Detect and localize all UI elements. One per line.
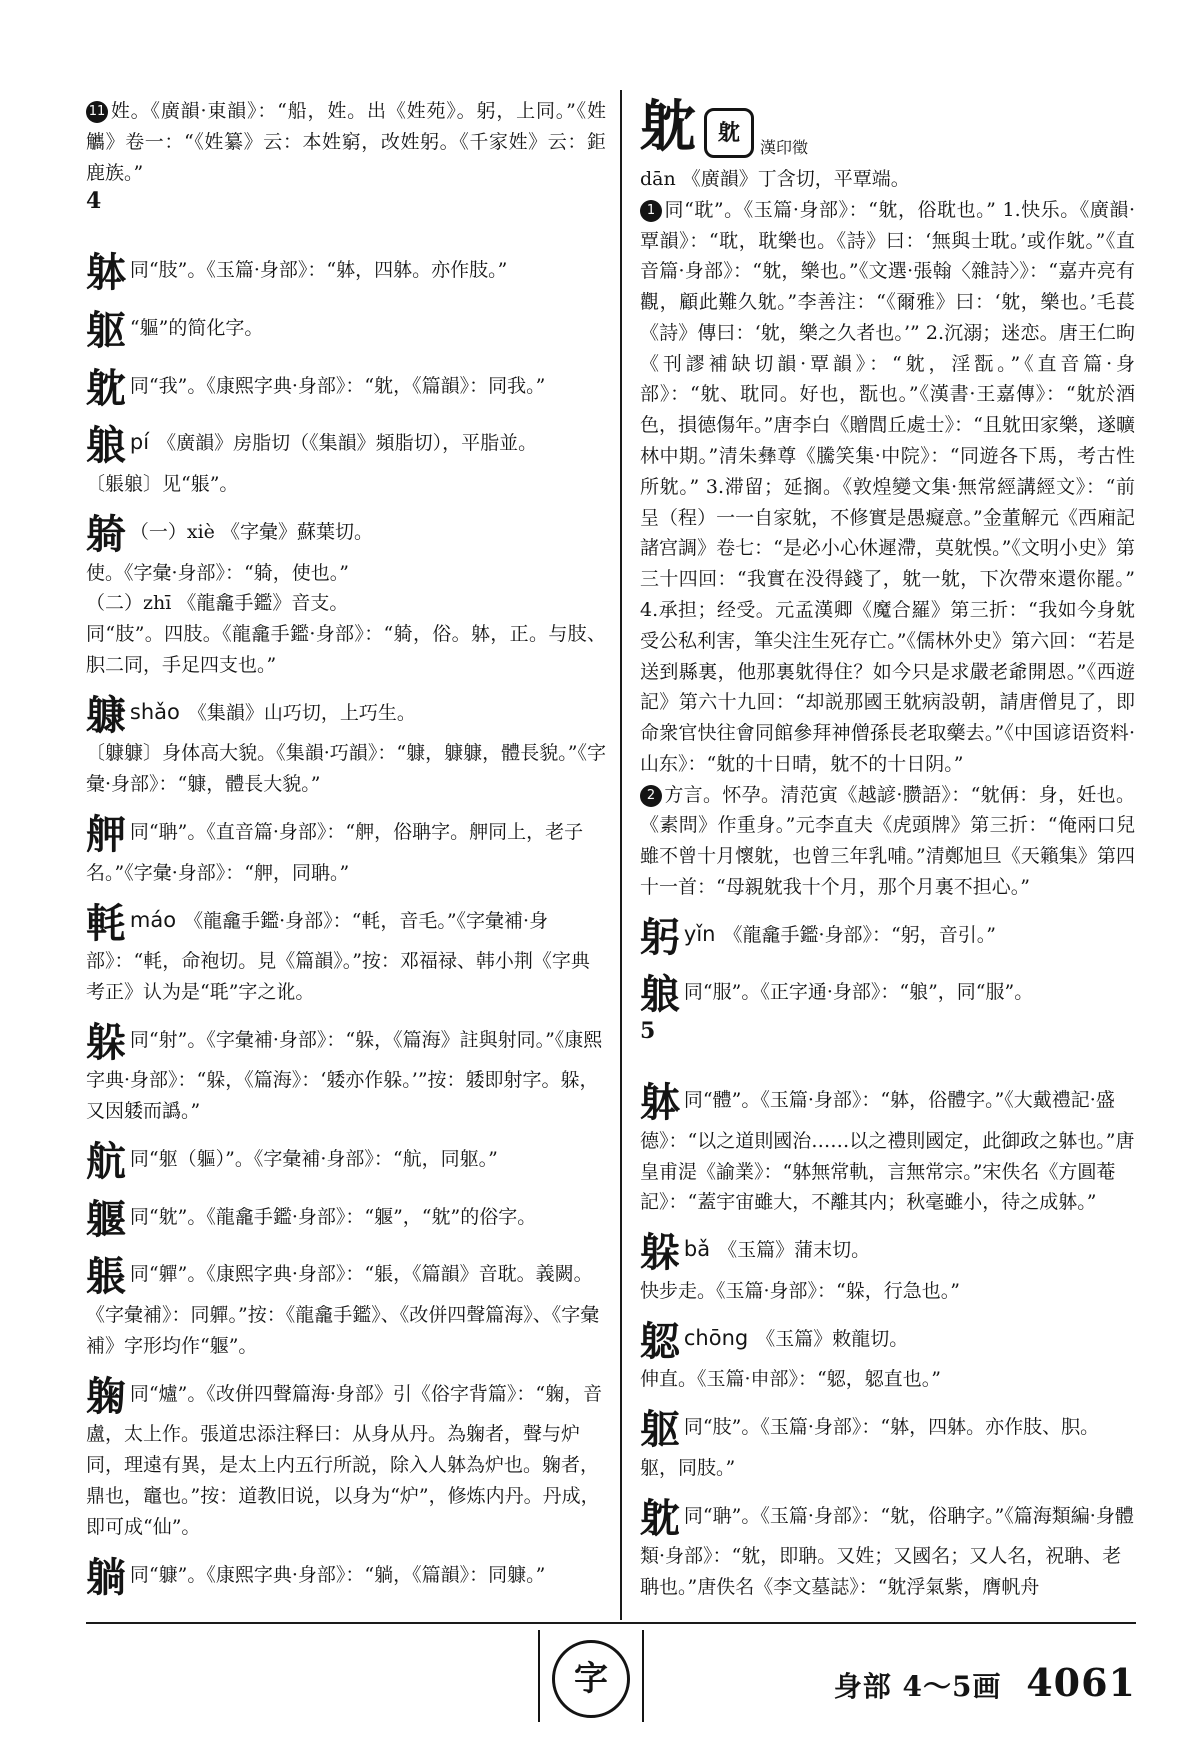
entry-headword: 躯 (640, 1407, 680, 1454)
entry-text: 〔躿躿〕身体高大貌。《集韻·巧韻》：“躿，躿躿，體長貌。”《字彙·身部》：“躿，體長大貌。” (86, 742, 606, 796)
entry-first-line (86, 1019, 606, 1127)
entry-first-line (86, 1141, 606, 1185)
entry-pinyin: máo (129, 907, 177, 932)
page-footer (86, 1640, 1136, 1730)
entry-headword: 躰 (86, 250, 126, 297)
dictionary-entry (86, 814, 606, 888)
entry-first-line (86, 365, 606, 412)
dictionary-entry (86, 310, 606, 354)
stroke-count-label: 5 (640, 1018, 656, 1045)
entry-text: “軀”的简化字。 (129, 317, 264, 340)
entry-text: 《龍龕手鑑·身部》：“躬，音引。” (723, 923, 996, 946)
entry-first-line (640, 1232, 1135, 1276)
entry-headword: 躲 (86, 1019, 126, 1066)
page-number: 4061 (1026, 1660, 1136, 1705)
entry-headword: 躯 (86, 308, 126, 355)
dictionary-entry (86, 1019, 606, 1127)
dictionary-entry (86, 425, 606, 499)
entry-first-line (86, 900, 606, 1008)
entry-first-line (640, 1082, 1135, 1218)
entry-text: 《集韻》山巧切，上巧生。 (187, 701, 416, 724)
right-column (640, 96, 1135, 1603)
entry-text: 同“爐”。《改併四聲篇海·身部》引《俗字背篇》：“躹，音盧，太上作。張道忠添注释曰：从身从丹。為躹者，聲与炉同，理遠有異，是太上内五行所説，除入人躰為炉也。躹者，鼎也，竈也。”按：道教旧说，以身为“炉”，修炼内丹。丹成，即可成“仙”。 (86, 1382, 603, 1538)
entry-headword: 航 (86, 1139, 126, 1186)
reading-line: dān 《廣韻》丁含切，平覃端。 (640, 168, 910, 190)
dictionary-entry (86, 1256, 606, 1361)
dictionary-entry (86, 365, 606, 412)
dictionary-entry (86, 900, 606, 1008)
entry-first-line (86, 1256, 606, 1361)
entry-headword: 躿 (86, 692, 126, 739)
entry-text: 同“躿”。《康熙字典·身部》：“躺，《篇韻》：同躿。” (129, 1563, 546, 1586)
entry-headword: 躰 (640, 1080, 680, 1127)
dictionary-entry (86, 252, 606, 296)
dictionary-entry (86, 1554, 606, 1601)
logo-ring-icon: 字 (552, 1640, 630, 1718)
dictionary-entry (640, 1409, 1135, 1483)
publisher-logo (552, 1640, 630, 1718)
dictionary-entry (86, 1196, 606, 1243)
left-entry-list (86, 252, 606, 1600)
entry-first-line (86, 1196, 606, 1243)
entry-headword: 軞 (86, 900, 126, 947)
entry-first-line (86, 1373, 606, 1543)
entry-first-line (86, 310, 606, 354)
entry-first-line (640, 914, 1135, 961)
entry-headword: 躭 (86, 365, 126, 412)
dictionary-entry (640, 1495, 1135, 1603)
entry-text: 同“躭”。《龍龕手鑑·身部》：“躽”，“躭”的俗字。 (129, 1205, 537, 1228)
sense-2 (640, 780, 1135, 903)
dictionary-entry (86, 511, 606, 681)
entry-headword: 躸 (86, 511, 126, 558)
entry-headword: 躴 (86, 423, 126, 470)
entry-text: （二）zhī 《龍龕手鑑》音支。 (86, 592, 349, 615)
entry-pinyin: yǐn (683, 921, 716, 946)
sense-number-2-badge: 2 (640, 785, 662, 807)
entry-text: 〔躼躴〕见“躼”。 (86, 473, 239, 496)
entry-headword: 舺 (86, 812, 126, 859)
section-name: 身部 (833, 1670, 892, 1703)
entry-text: 同“肢”。《玉篇·身部》：“躰，四躰。亦作肢、胑。躯，同肢。” (640, 1416, 1100, 1479)
sense-1-text: 同“耽”。《玉篇·身部》：“躭，俗耽也。” 1.快乐。《廣韻·覃韻》：“耽，耽樂也。《詩》曰：‘無與士耽。’或作躭。”《直音篇·身部》：“躭，樂也。”《文選·張翰〈雜詩〉》：“嘉卉亮有觀，顧此難久躭。”李善注：“《爾雅》曰：‘躭，樂也。’毛萇《詩》傳曰：‘躭，樂之久者也。’” 2.沉溺；迷恋。唐王仁昫《刊謬補缺切韻·覃韻》：“躭，淫翫。”《直音篇·身部》：“躭、耽同。好也，翫也。”《漢書·王嘉傳》：“躭於酒色，損德傷年。”唐李白《贈閭丘處士》：“且躭田家樂，遂曠林中期。”清朱彝尊《騰笑集·中院》：“同遊各下馬，考古性所躭。” 3.滞留；延搁。《敦煌變文集·無常經講經文》：“前呈（程）一一自家躭，不修實是愚癡意。”金董解元《西廂記諸宫調》卷七：“是必小心休遲滯，莫躭悞。”《文明小史》第三十四回：“我實在没得錢了，躭一躭，下次帶來還你罷。” 4.承担；经受。元孟漢卿《魔合羅》第三折：“我如今身躭受公私利害，筆尖注生死存亡。”《儒林外史》第六回：“若是送到縣裏，他那裏躭得住？如今只是求嚴老爺開恩。”《西遊記》第六十九回：“却説那國王躭病設朝，請唐僧見了，即命衆官快往會同館參拜神僧孫長老取藥去。”《中国谚语资料·山东》：“躭的十日晴，躭不的十日阴。” (640, 198, 1135, 775)
entry-pinyin: bǎ (683, 1237, 711, 1262)
entry-first-line (86, 252, 606, 296)
main-headword: 躭 (640, 94, 696, 160)
entry-text: 《龍龕手鑑·身部》：“軞，音毛。”《字彙補·身部》：“軞，命袍切。見《篇韻》。”按：邓福禄、韩小荆《字典考正》认为是“毦”字之讹。 (86, 909, 590, 1003)
entry-text: 同“聃”。《直音篇·身部》：“舺，俗聃字。舺同上，老子名。”《字彙·身部》：“舺，同聃。” (86, 821, 584, 884)
entry-headword: 躴 (640, 972, 680, 1019)
entry-first-line (640, 1318, 1135, 1365)
dictionary-entry (640, 1232, 1135, 1306)
entry-line (86, 588, 606, 619)
entry-pinyin: shǎo (129, 699, 180, 724)
entry-first-line (86, 425, 606, 469)
headword-with-seal (640, 96, 1135, 158)
sense-number-1-badge: 1 (640, 200, 662, 222)
entry-text: 使。《字彙·身部》：“躸，使也。” (86, 561, 349, 584)
entry-text: 同“肢”。《玉篇·身部》：“躰，四躰。亦作肢。” (129, 259, 508, 282)
entry-headword: 躼 (86, 1254, 126, 1301)
entry-first-line (86, 1554, 606, 1601)
dictionary-entry (86, 692, 606, 800)
intro-text: 姓。《廣韻·東韻》：“船，姓。出《姓苑》。躬，上同。”《姓觿》卷一：“《姓纂》云：本姓窮，改姓躬。《千家姓》云：鉅鹿族。” (86, 100, 606, 184)
entry-headword: 躽 (86, 1196, 126, 1243)
dictionary-entry (86, 1373, 606, 1543)
right-entry-list-5 (640, 1082, 1135, 1603)
sense-2-text: 方言。怀孕。清范寅《越諺·臜語》：“躭侢：身，妊也。《素問》作重身。”元李直夫《虎頭牌》第三折：“俺兩口兒雖不曾十月懷躭，也曾三年乳哺。”清鄭旭旦《天籟集》第四十一首：“母親躭我十个月，那个月裏不担心。” (640, 783, 1135, 898)
right-entry-list (640, 914, 1135, 1019)
column-divider (620, 90, 622, 1620)
stroke-count-label: 4 (86, 188, 102, 215)
entry-text: 同“肢”。四肢。《龍龕手鑑·身部》：“躸，俗。躰，正。与肢、胑二同，手足四支也。” (86, 623, 606, 676)
entry-line (640, 1364, 1135, 1395)
entry-text: 快步走。《玉篇·身部》：“躲，行急也。” (640, 1279, 960, 1302)
entry-line (86, 619, 606, 681)
entry-pinyin: chōng (683, 1325, 749, 1350)
entry-first-line (640, 974, 1135, 1018)
intro-paragraph (86, 96, 606, 188)
logo-left-bar (538, 1630, 540, 1722)
entry-line (640, 1276, 1135, 1307)
entry-text: 同“躯（軀）”。《字彙補·身部》：“航，同躯。” (129, 1148, 498, 1171)
entry-text: 《玉篇》蒲末切。 (718, 1239, 871, 1262)
sense-1 (640, 195, 1135, 780)
entry-text: 同“聃”。《玉篇·身部》：“躭，俗聃字。”《篇海類編·身體類·身部》：“躭，即聃。又姓；又國名；又人名，祝聃、老聃也。”唐佚名《李文墓誌》：“躭浮氣紫，膺帆舟 (640, 1504, 1134, 1599)
entry-first-line (86, 814, 606, 888)
stroke-range: 4～5画 (902, 1670, 1002, 1703)
entry-text: （一）xiè 《字彙》蘇葉切。 (129, 520, 373, 543)
dictionary-entry (640, 914, 1135, 961)
footer-rule (86, 1622, 1136, 1624)
entry-headword: 躹 (86, 1373, 126, 1420)
sense-number-badge: 11 (86, 101, 108, 123)
entry-first-line (640, 1409, 1135, 1483)
entry-text: 同“服”。《正字通·身部》：“躴”，同“服”。 (683, 981, 1034, 1004)
seal-script-icon: 躭 (704, 108, 754, 158)
entry-headword: 躭 (640, 1495, 680, 1542)
stroke-group-4 (86, 188, 606, 238)
entry-text: 同“我”。《康熙字典·身部》：“躭，《篇韻》：同我。” (129, 374, 546, 397)
entry-text: 同“軃”。《康熙字典·身部》：“躼，《篇韻》音耽。義闕。《字彙補》：同軃。”按：《龍龕手鑑》、《改併四聲篇海》、《字彙補》字形均作“躽”。 (86, 1263, 600, 1357)
dictionary-entry (86, 1141, 606, 1185)
entry-line (86, 558, 606, 589)
logo-right-bar (642, 1630, 644, 1722)
entry-text: 《玉篇》敕龍切。 (756, 1327, 909, 1350)
entry-headword: 躵 (640, 1318, 680, 1365)
entry-first-line (86, 692, 606, 739)
entry-text: 伸直。《玉篇·申部》：“躵，躵直也。” (640, 1368, 941, 1391)
entry-line (86, 738, 606, 800)
entry-text: 同“射”。《字彙補·身部》：“躲，《篇海》註與射同。”《康熙字典·身部》：“躲，《篇海》：‘躷亦作躲。’”按：躷即射字。躲，又因躷而譌。” (86, 1028, 603, 1123)
running-footer (834, 1660, 1136, 1705)
entry-headword: 躬 (640, 914, 680, 961)
entry-text: 同“體”。《玉篇·身部》：“躰，俗體字。”《大戴禮記·盛德》：“以之道則國治……以之禮則國定，此御政之躰也。”唐皇甫湜《諭業》：“躰無常軌，言無常宗。”宋佚名《方圓菴記》：“蓋宇宙雖大，不離其内；秋毫雖小，待之成躰。” (640, 1089, 1135, 1214)
entry-pinyin: pí (129, 430, 150, 455)
stroke-group-5 (640, 1018, 1135, 1068)
dictionary-entry (640, 974, 1135, 1018)
dictionary-entry (640, 1082, 1135, 1218)
entry-headword: 躲 (640, 1230, 680, 1277)
entry-text: 《廣韻》房脂切（《集韻》頻脂切），平脂並。 (157, 432, 538, 455)
left-column (86, 96, 606, 1600)
seal-caption: 漢印徵 (760, 138, 809, 157)
entry-first-line (640, 1495, 1135, 1603)
dictionary-entry (640, 1318, 1135, 1395)
entry-first-line (86, 511, 606, 558)
entry-line (86, 469, 606, 500)
entry-headword: 躺 (86, 1554, 126, 1601)
